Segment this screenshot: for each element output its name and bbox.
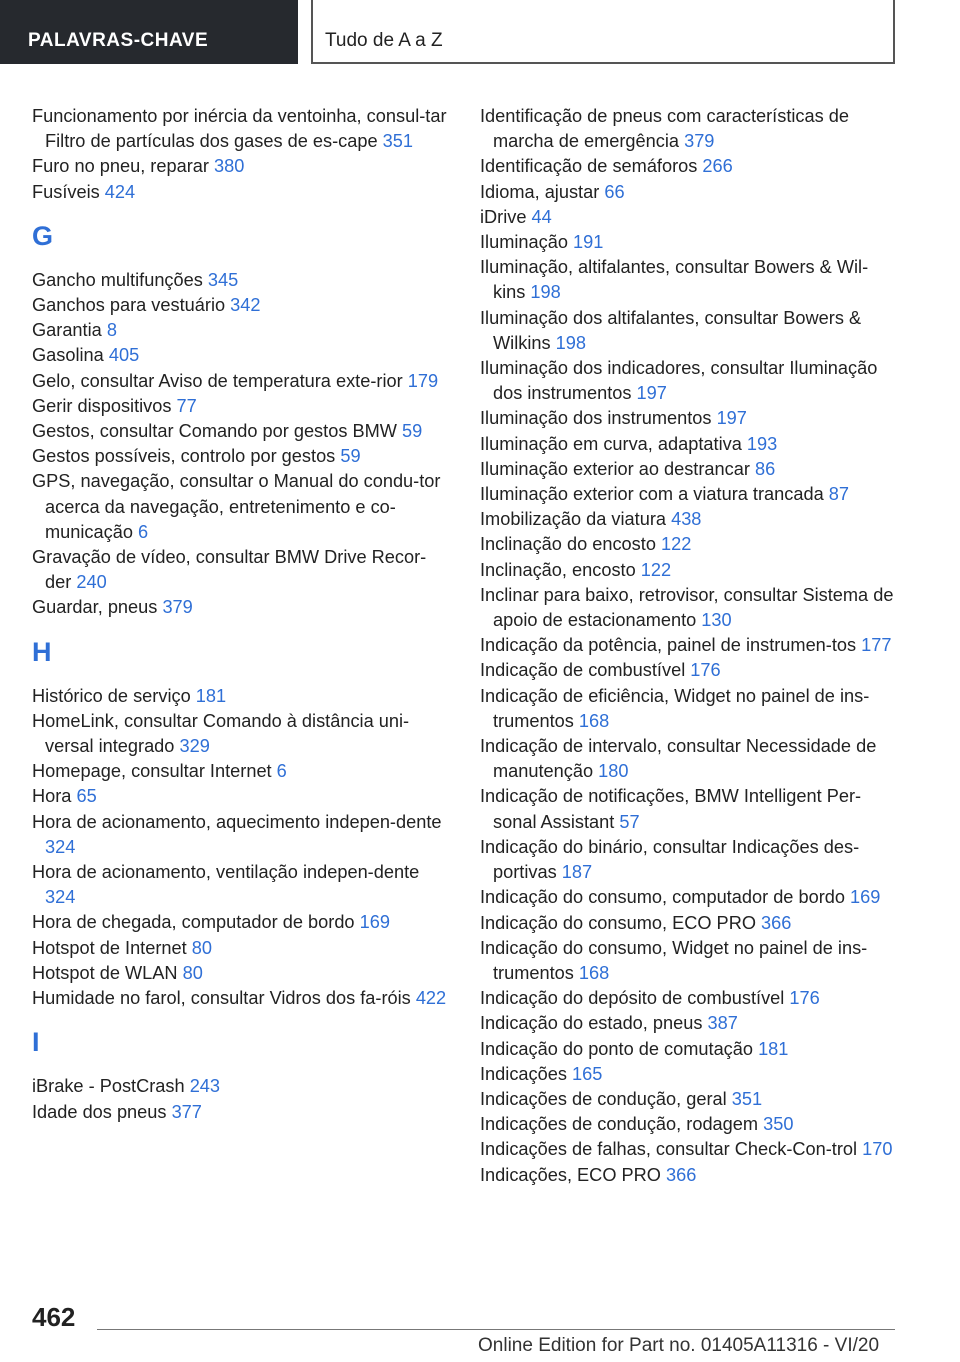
footer-divider <box>97 1329 895 1330</box>
index-entry <box>32 759 447 784</box>
index-entry <box>32 154 447 179</box>
index-entry-text: Iluminação em curva, adaptativa <box>480 433 747 454</box>
index-entry <box>32 343 447 368</box>
index-entry-text: Gancho multifunções <box>32 269 208 290</box>
index-entry <box>480 406 900 431</box>
index-entry <box>32 293 447 318</box>
index-page-link[interactable]: 169 <box>850 887 881 908</box>
index-entry-text: Indicações, ECO PRO <box>480 1164 666 1185</box>
index-entry <box>480 205 900 230</box>
index-entry-text: Furo no pneu, reparar <box>32 156 214 177</box>
index-page-link[interactable]: 424 <box>104 181 136 202</box>
index-page-link[interactable]: 59 <box>401 421 423 442</box>
index-entry-text: Inclinação, encosto <box>480 559 641 580</box>
index-column-left <box>32 104 447 1125</box>
index-entry <box>480 180 900 205</box>
index-page-link[interactable]: 266 <box>702 156 733 177</box>
index-entry <box>480 936 900 986</box>
index-entry-text: Histórico de serviço <box>32 685 196 706</box>
index-page-link[interactable]: 181 <box>195 685 227 706</box>
index-page-link[interactable]: 366 <box>761 912 792 933</box>
index-entry <box>480 1062 900 1087</box>
index-entry <box>480 255 900 305</box>
index-page-link[interactable]: 191 <box>573 232 604 253</box>
index-entry-text: Indicação da potência, painel de instrumen-tos <box>480 635 862 656</box>
index-entry-text: Indicação do binário, consultar Indicações des-portivas <box>480 836 860 883</box>
index-entry-text: Identificação de pneus com características de marcha de emergência <box>480 106 849 152</box>
index-page-link[interactable]: 438 <box>671 509 702 530</box>
index-entry-text: Indicação de notificações, BMW Intelligent Per-sonal Assistant <box>480 786 862 832</box>
index-entry <box>480 457 900 482</box>
index-entry-text: Indicações de condução, rodagem <box>480 1114 764 1135</box>
index-entry <box>480 306 900 356</box>
index-entry <box>32 318 447 343</box>
index-entry <box>480 885 900 910</box>
index-entry-text: Indicação do ponto de comutação <box>480 1038 759 1059</box>
index-entry-text: Hora <box>32 786 77 807</box>
index-page-link[interactable]: 86 <box>754 458 776 479</box>
index-entry-text: Guardar, pneus <box>32 597 163 618</box>
index-entry-text: iDrive <box>480 206 532 227</box>
index-page-link[interactable]: 243 <box>189 1076 221 1097</box>
index-entry-text: Indicação de eficiência, Widget no painel de ins-trumentos <box>480 685 870 731</box>
edition-footer: Online Edition for Part no. 01405A11316 - VI/20 <box>478 1335 880 1356</box>
index-page-link[interactable]: 65 <box>76 786 97 807</box>
index-entry-text: Hotspot de Internet <box>32 937 192 958</box>
index-page-link[interactable]: 122 <box>640 559 672 580</box>
index-entry <box>32 595 447 620</box>
tab-title: Tudo de A a Z <box>325 30 443 51</box>
index-page-link[interactable]: 6 <box>138 521 149 542</box>
index-entry-text: Indicação do consumo, ECO PRO <box>480 912 762 933</box>
section-title: PALAVRAS-CHAVE <box>28 30 209 51</box>
index-page-link[interactable]: 197 <box>636 383 667 404</box>
index-page-link[interactable]: 87 <box>828 484 849 505</box>
index-page-link[interactable]: 179 <box>407 370 439 391</box>
index-page-link[interactable]: 177 <box>861 635 892 656</box>
index-entry-text: Iluminação dos altifalantes, consultar Bowers & Wilkins <box>480 307 862 353</box>
index-entry <box>32 545 447 595</box>
index-entry <box>32 268 447 293</box>
index-page-link[interactable]: 180 <box>598 761 629 782</box>
index-page-link[interactable]: 193 <box>746 433 778 454</box>
index-entry-text: Homepage, consultar Internet <box>32 761 277 782</box>
index-page-link[interactable]: 130 <box>701 610 732 631</box>
index-page-link[interactable]: 168 <box>578 962 610 983</box>
index-entry <box>480 104 900 154</box>
index-entry-text: Iluminação, altifalantes, consultar Bowers & Wil-kins <box>480 257 869 303</box>
index-page-link[interactable]: 324 <box>45 887 76 908</box>
index-entry-text: Gelo, consultar Aviso de temperatura exte-rior <box>32 370 408 391</box>
index-entry <box>32 1100 447 1125</box>
index-entry-text: iBrake - PostCrash <box>32 1076 190 1097</box>
index-entry <box>480 230 900 255</box>
index-entry <box>32 104 447 154</box>
index-entry-text: Indicação do consumo, Widget no painel de ins-trumentos <box>480 937 868 983</box>
index-entry-text: Hora de acionamento, aquecimento indepen-dente <box>32 811 442 832</box>
index-entry <box>480 911 900 936</box>
index-page-link[interactable]: 8 <box>106 320 117 341</box>
index-page-link[interactable]: 198 <box>530 282 561 303</box>
index-entry <box>480 835 900 885</box>
index-page-link[interactable]: 165 <box>572 1063 603 1084</box>
index-entry <box>480 1112 900 1137</box>
index-column-right <box>480 104 900 1188</box>
index-entry-text: Iluminação dos indicadores, consultar Iluminação dos instrumentos <box>480 358 878 404</box>
index-page-link[interactable]: 324 <box>45 836 76 857</box>
index-entry <box>480 734 900 784</box>
index-entry <box>32 986 447 1011</box>
index-entry-text: Idade dos pneus <box>32 1101 172 1122</box>
index-letter-heading: H <box>32 636 52 667</box>
index-entry-text: Indicações de falhas, consultar Check-Con-trol <box>480 1139 863 1160</box>
index-entry <box>32 709 447 759</box>
index-entry <box>480 658 900 683</box>
index-entry-text: Ganchos para vestuário <box>32 295 231 316</box>
index-entry <box>480 356 900 406</box>
index-entry <box>480 558 900 583</box>
index-entry-text: HomeLink, consultar Comando à distância uni-versal integrado <box>32 710 410 757</box>
index-entry <box>480 1037 900 1062</box>
index-page-link[interactable]: 187 <box>561 862 593 883</box>
index-entry <box>32 369 447 394</box>
index-entry <box>32 910 447 935</box>
index-page-link[interactable]: 198 <box>555 332 587 353</box>
index-entry-text: Indicações <box>480 1063 573 1084</box>
index-entry <box>480 482 900 507</box>
index-entry-text: Fusíveis <box>32 181 105 202</box>
index-page-link[interactable]: 80 <box>182 962 203 983</box>
index-page-link[interactable]: 6 <box>276 761 287 782</box>
index-page-link[interactable]: 387 <box>707 1013 738 1034</box>
index-page-link[interactable]: 329 <box>179 736 210 757</box>
index-entry-text: Imobilização da viatura <box>480 509 672 530</box>
index-entry-text: Hora de acionamento, ventilação indepen-dente <box>32 862 420 883</box>
index-entry-text: Iluminação dos instrumentos <box>480 408 717 429</box>
index-entry <box>32 419 447 444</box>
index-entry-text: Idioma, ajustar <box>480 181 605 202</box>
index-entry-text: GPS, navegação, consultar o Manual do condu-tor acerca da navegação, entretenimento e co-municação <box>32 471 441 542</box>
index-entry <box>32 936 447 961</box>
index-entry-text: Hora de chegada, computador de bordo <box>32 912 360 933</box>
index-entry-text: Indicação do consumo, computador de bordo <box>480 887 851 908</box>
index-entry <box>32 444 447 469</box>
index-entry <box>480 684 900 734</box>
index-page-link[interactable]: 350 <box>763 1114 794 1135</box>
index-entry-text: Funcionamento por inércia da ventoinha, consul-tar Filtro de partículas dos gases de es-cape <box>32 106 447 152</box>
index-entry-text: Garantia <box>32 320 107 341</box>
index-page-link[interactable]: 240 <box>76 572 107 593</box>
index-entry <box>32 469 447 545</box>
index-entry-text: Indicação do depósito de combustível <box>480 988 790 1009</box>
index-entry <box>32 394 447 419</box>
index-page-link[interactable]: 66 <box>604 181 625 202</box>
index-page-link[interactable]: 342 <box>230 295 261 316</box>
index-entry <box>480 784 900 834</box>
index-entry <box>480 1163 900 1188</box>
index-page-link[interactable]: 366 <box>666 1164 697 1185</box>
index-page-link[interactable]: 351 <box>731 1088 763 1109</box>
index-entry <box>32 684 447 709</box>
index-entry-text: Inclinação do encosto <box>480 534 661 555</box>
index-page-link[interactable]: 168 <box>578 710 610 731</box>
index-entry-text: Hotspot de WLAN <box>32 962 183 983</box>
index-page-link[interactable]: 379 <box>684 131 715 152</box>
index-entry <box>480 1137 900 1162</box>
section-tab <box>311 0 895 64</box>
index-entry-text: Gravação de vídeo, consultar BMW Drive Recor-der <box>32 547 427 593</box>
index-entry <box>32 784 447 809</box>
index-entry <box>480 532 900 557</box>
index-page-link[interactable]: 122 <box>661 534 692 555</box>
index-entry <box>32 961 447 986</box>
index-page-link[interactable]: 44 <box>531 206 552 227</box>
index-entry <box>480 633 900 658</box>
index-page-link[interactable]: 345 <box>207 269 239 290</box>
index-entry <box>480 432 900 457</box>
index-page-link[interactable]: 59 <box>340 446 361 467</box>
index-entry-text: Iluminação exterior com a viatura trancada <box>480 484 829 505</box>
section-header <box>0 0 298 64</box>
index-entry-text: Gerir dispositivos <box>32 395 177 416</box>
index-entry-text: Gestos, consultar Comando por gestos BMW <box>32 421 402 442</box>
index-entry <box>480 1087 900 1112</box>
index-page-link[interactable]: 57 <box>619 811 640 832</box>
index-entry <box>480 154 900 179</box>
index-page-link[interactable]: 169 <box>359 912 390 933</box>
index-entry-text: Humidade no farol, consultar Vidros dos fa-róis <box>32 988 416 1009</box>
index-entry <box>480 986 900 1011</box>
index-letter-heading: I <box>32 1027 40 1058</box>
index-page-link[interactable]: 170 <box>862 1139 893 1160</box>
index-entry <box>32 1074 447 1099</box>
index-page-link[interactable]: 181 <box>758 1038 789 1059</box>
index-page-link[interactable]: 405 <box>108 345 140 366</box>
index-entry <box>480 1011 900 1036</box>
page-number: 462 <box>32 1302 76 1332</box>
index-entry <box>32 180 447 205</box>
index-page-link[interactable]: 176 <box>690 660 721 681</box>
index-entry-text: Iluminação exterior ao destrancar <box>480 458 755 479</box>
index-entry-text: Iluminação <box>480 232 574 253</box>
index-entry-text: Gasolina <box>32 345 109 366</box>
index-entry-text: Indicação de combustível <box>480 660 691 681</box>
index-entry-text: Indicações de condução, geral <box>480 1088 732 1109</box>
index-page-link[interactable]: 351 <box>382 131 414 152</box>
index-entry <box>32 860 447 910</box>
index-page-link[interactable]: 197 <box>716 408 747 429</box>
index-page-link[interactable]: 77 <box>176 395 197 416</box>
index-letter-heading: G <box>32 220 54 251</box>
index-page-link[interactable]: 380 <box>213 156 245 177</box>
index-page-link[interactable]: 80 <box>191 937 212 958</box>
index-page-link[interactable]: 377 <box>171 1101 202 1122</box>
index-entry <box>32 810 447 860</box>
index-entry-text: Gestos possíveis, controlo por gestos <box>32 446 341 467</box>
index-entry-text: Identificação de semáforos <box>480 156 703 177</box>
index-page-link[interactable]: 422 <box>415 988 447 1009</box>
index-entry-text: Inclinar para baixo, retrovisor, consultar Sistema de apoio de estacionamento <box>480 584 894 631</box>
index-entry-text: Indicação do estado, pneus <box>480 1013 708 1034</box>
index-entry-text: Indicação de intervalo, consultar Necessidade de manutenção <box>480 736 877 782</box>
index-page-link[interactable]: 379 <box>162 597 193 618</box>
index-entry <box>480 507 900 532</box>
index-page-link[interactable]: 176 <box>789 988 820 1009</box>
index-entry <box>480 583 900 633</box>
